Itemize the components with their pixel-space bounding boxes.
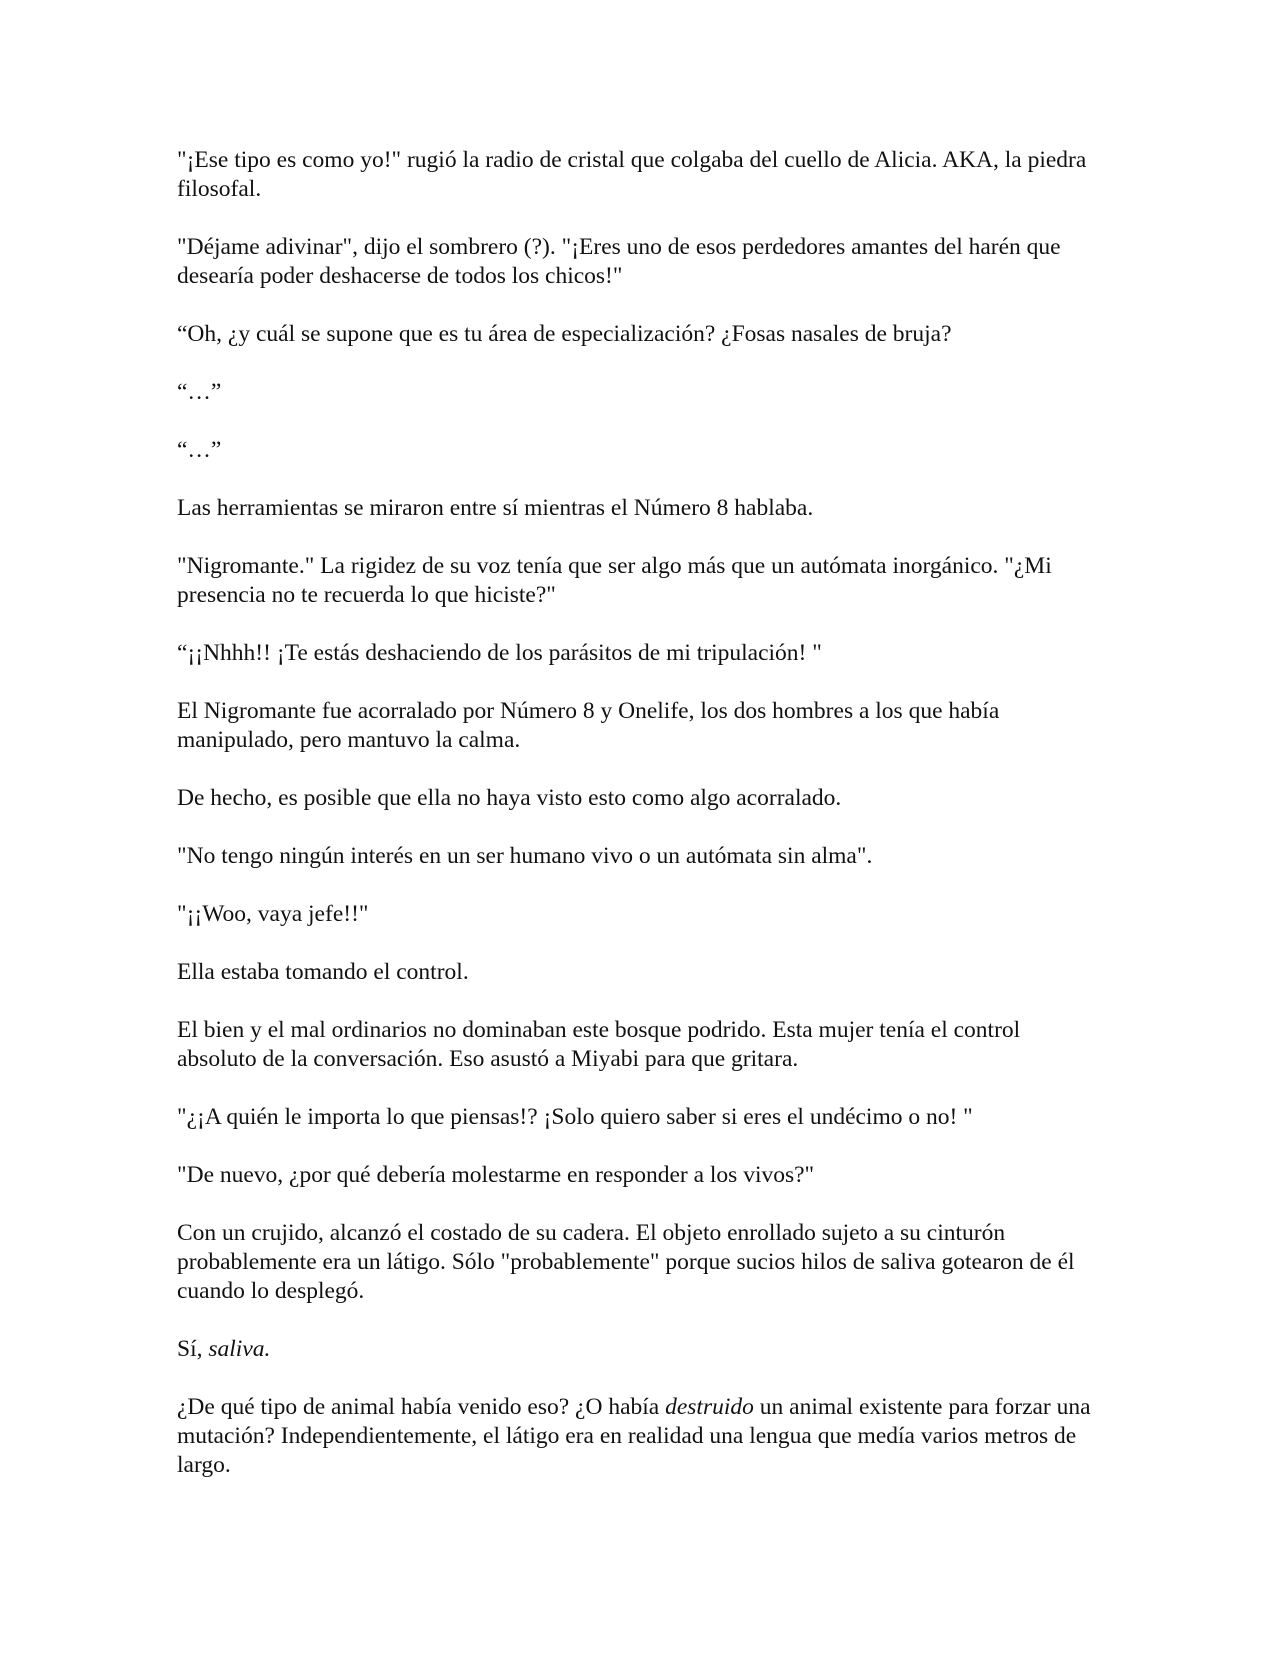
italic-text: saliva. bbox=[208, 1336, 271, 1362]
document-page bbox=[177, 146, 1097, 1509]
paragraph bbox=[177, 784, 1097, 813]
paragraph-text: "Déjame adivinar", dijo el sombrero (?). "¡Eres uno de esos perdedores amantes del harén que desearía poder deshacerse de todos los chicos!" bbox=[177, 234, 1061, 289]
paragraph-text: "No tengo ningún interés en un ser humano vivo o un autómata sin alma". bbox=[177, 843, 873, 869]
italic-text: destruido bbox=[665, 1394, 754, 1420]
paragraph-text: Las herramientas se miraron entre sí mientras el Número 8 hablaba. bbox=[177, 495, 814, 521]
paragraph bbox=[177, 146, 1097, 204]
paragraph-text: “…” bbox=[177, 379, 222, 405]
paragraph-text: Ella estaba tomando el control. bbox=[177, 959, 469, 985]
paragraph bbox=[177, 320, 1097, 349]
paragraph bbox=[177, 697, 1097, 755]
paragraph-text: De hecho, es posible que ella no haya visto esto como algo acorralado. bbox=[177, 785, 842, 811]
paragraph bbox=[177, 958, 1097, 987]
paragraph-text: "¡Ese tipo es como yo!" rugió la radio de cristal que colgaba del cuello de Alicia. AKA, la piedra filosofal. bbox=[177, 147, 1087, 202]
paragraph-text: ¿De qué tipo de animal había venido eso? ¿O había bbox=[177, 1394, 666, 1420]
paragraph bbox=[177, 1335, 1097, 1364]
paragraph bbox=[177, 1016, 1097, 1074]
paragraph bbox=[177, 900, 1097, 929]
paragraph-text: “Oh, ¿y cuál se supone que es tu área de especialización? ¿Fosas nasales de bruja? bbox=[177, 321, 952, 347]
paragraph-text: un animal existente para forzar una mutación? Independientemente, el látigo era en realidad una lengua que medía varios metros de largo. bbox=[177, 1394, 1091, 1478]
paragraph-text: “¡¡Nhhh!! ¡Te estás deshaciendo de los parásitos de mi tripulación! " bbox=[177, 640, 822, 666]
paragraph-text: "De nuevo, ¿por qué debería molestarme en responder a los vivos?" bbox=[177, 1162, 815, 1188]
paragraph bbox=[177, 639, 1097, 668]
paragraph-text: "¿¡A quién le importa lo que piensas!? ¡Solo quiero saber si eres el undécimo o no! " bbox=[177, 1104, 973, 1130]
paragraph-text: Con un crujido, alcanzó el costado de su cadera. El objeto enrollado sujeto a su cinturón probablemente era un látigo. Sólo "probablemente" porque sucios hilos de saliva gotearon de él cuando lo desplegó. bbox=[177, 1220, 1075, 1304]
paragraph bbox=[177, 233, 1097, 291]
paragraph-text: El bien y el mal ordinarios no dominaban este bosque podrido. Esta mujer tenía el control absoluto de la conversación. Eso asustó a Miyabi para que gritara. bbox=[177, 1017, 1021, 1072]
paragraph-text: "Nigromante." La rigidez de su voz tenía que ser algo más que un autómata inorgánico. "¿Mi presencia no te recuerda lo que hiciste?" bbox=[177, 553, 1052, 608]
paragraph bbox=[177, 436, 1097, 465]
paragraph-text: El Nigromante fue acorralado por Número 8 y Onelife, los dos hombres a los que había manipulado, pero mantuvo la calma. bbox=[177, 698, 1000, 753]
paragraph bbox=[177, 552, 1097, 610]
paragraph-text: "¡¡Woo, vaya jefe!!" bbox=[177, 901, 369, 927]
paragraph bbox=[177, 378, 1097, 407]
paragraph bbox=[177, 1393, 1097, 1480]
paragraph bbox=[177, 1219, 1097, 1306]
paragraph-text: “…” bbox=[177, 437, 222, 463]
paragraph-text: Sí, bbox=[177, 1336, 209, 1362]
paragraph bbox=[177, 1161, 1097, 1190]
paragraph bbox=[177, 1103, 1097, 1132]
paragraph bbox=[177, 494, 1097, 523]
paragraph bbox=[177, 842, 1097, 871]
